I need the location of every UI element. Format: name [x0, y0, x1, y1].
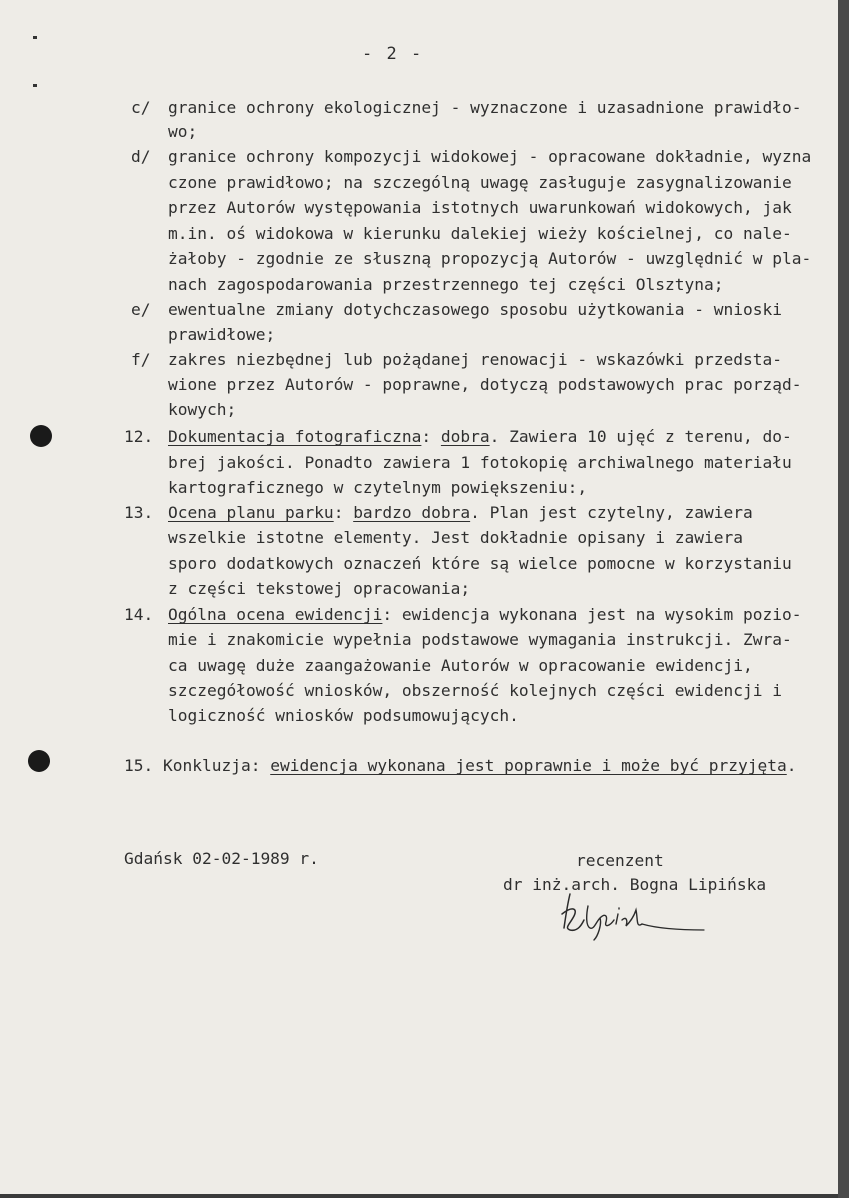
- item-label-f: f/: [131, 350, 151, 369]
- item-f-line: zakres niezbędnej lub pożądanej renowacji - wskazówki przedsta-: [168, 350, 782, 369]
- item-d-line: przez Autorów występowania istotnych uwarunkowań widokowych, jak: [168, 198, 792, 217]
- point-13-rating: bardzo dobra: [353, 503, 471, 522]
- item-d-line: granice ochrony kompozycji widokowej - opracowane dokładnie, wyzna: [168, 147, 812, 166]
- point-number-15: 15.: [124, 756, 154, 775]
- point-14-line: ca uwagę duże zaangażowanie Autorów w opracowanie ewidencji,: [168, 656, 753, 675]
- point-13-line: sporo dodatkowych oznaczeń które są wielce pomocne w korzystaniu: [168, 554, 792, 573]
- point-12-title: Dokumentacja fotograficzna: [168, 427, 422, 446]
- reviewer-role: recenzent: [576, 851, 664, 870]
- item-d-line: nach zagospodarowania przestrzennego tej części Olsztyna;: [168, 275, 724, 294]
- conclusion-label: Konkluzja:: [163, 756, 261, 775]
- point-14-line: Ogólna ocena ewidencji: ewidencja wykonana jest na wysokim pozio-: [168, 605, 802, 624]
- punch-hole-bottom: [28, 750, 50, 772]
- item-d-line: m.in. oś widokowa w kierunku dalekiej wieży kościelnej, co nale-: [168, 224, 792, 243]
- item-label-c: c/: [131, 98, 151, 117]
- item-e-line: prawidłowe;: [168, 325, 276, 344]
- place-date: Gdańsk 02-02-1989 r.: [124, 849, 319, 868]
- margin-mark: [33, 84, 37, 87]
- point-number-12: 12.: [124, 427, 154, 446]
- point-14-title: Ogólna ocena ewidencji: [168, 605, 383, 624]
- reviewer-name: dr inż.arch. Bogna Lipińska: [503, 875, 767, 894]
- point-12-line: brej jakości. Ponadto zawiera 1 fotokopię archiwalnego materiału: [168, 453, 792, 472]
- point-13-line: wszelkie istotne elementy. Jest dokładnie opisany i zawiera: [168, 528, 743, 547]
- point-13-title: Ocena planu parku: [168, 503, 334, 522]
- item-label-e: e/: [131, 300, 151, 319]
- handwritten-signature: [556, 884, 726, 944]
- point-15-line: 15. Konkluzja: ewidencja wykonana jest poprawnie i może być przyjęta.: [124, 756, 797, 775]
- point-14-line: logiczność wniosków podsumowujących.: [168, 706, 519, 725]
- point-12-line: kartograficznego w czytelnym powiększeniu:,: [168, 478, 588, 497]
- point-12-line: Dokumentacja fotograficzna: dobra. Zawiera 10 ujęć z terenu, do-: [168, 427, 792, 446]
- margin-mark: [33, 36, 37, 39]
- item-c-line: wo;: [168, 122, 198, 141]
- item-c-line: granice ochrony ekologicznej - wyznaczone i uzasadnione prawidło-: [168, 98, 802, 117]
- point-13-line: Ocena planu parku: bardzo dobra. Plan jest czytelny, zawiera: [168, 503, 753, 522]
- point-14-line: szczegółowość wniosków, obszerność kolejnych części ewidencji i: [168, 681, 782, 700]
- item-f-line: wione przez Autorów - poprawne, dotyczą podstawowych prac porząd-: [168, 375, 802, 394]
- item-e-line: ewentualne zmiany dotychczasowego sposobu użytkowania - wnioski: [168, 300, 782, 319]
- point-13-line: z części tekstowej opracowania;: [168, 579, 471, 598]
- point-number-14: 14.: [124, 605, 154, 624]
- item-f-line: kowych;: [168, 400, 237, 419]
- scan-edge: [838, 0, 849, 1198]
- item-d-line: czone prawidłowo; na szczególną uwagę zasługuje zasygnalizowanie: [168, 173, 792, 192]
- point-12-rating: dobra: [440, 427, 490, 446]
- item-d-line: żałoby - zgodnie ze słuszną propozycją Autorów - uwzględnić w pla-: [168, 249, 812, 268]
- item-label-d: d/: [131, 147, 151, 166]
- punch-hole-top: [30, 425, 52, 447]
- point-number-13: 13.: [124, 503, 154, 522]
- conclusion-text: ewidencja wykonana jest poprawnie i może być przyjęta: [270, 756, 787, 775]
- page-number: - 2 -: [362, 44, 424, 64]
- point-14-line: mie i znakomicie wypełnia podstawowe wymagania instrukcji. Zwra-: [168, 630, 792, 649]
